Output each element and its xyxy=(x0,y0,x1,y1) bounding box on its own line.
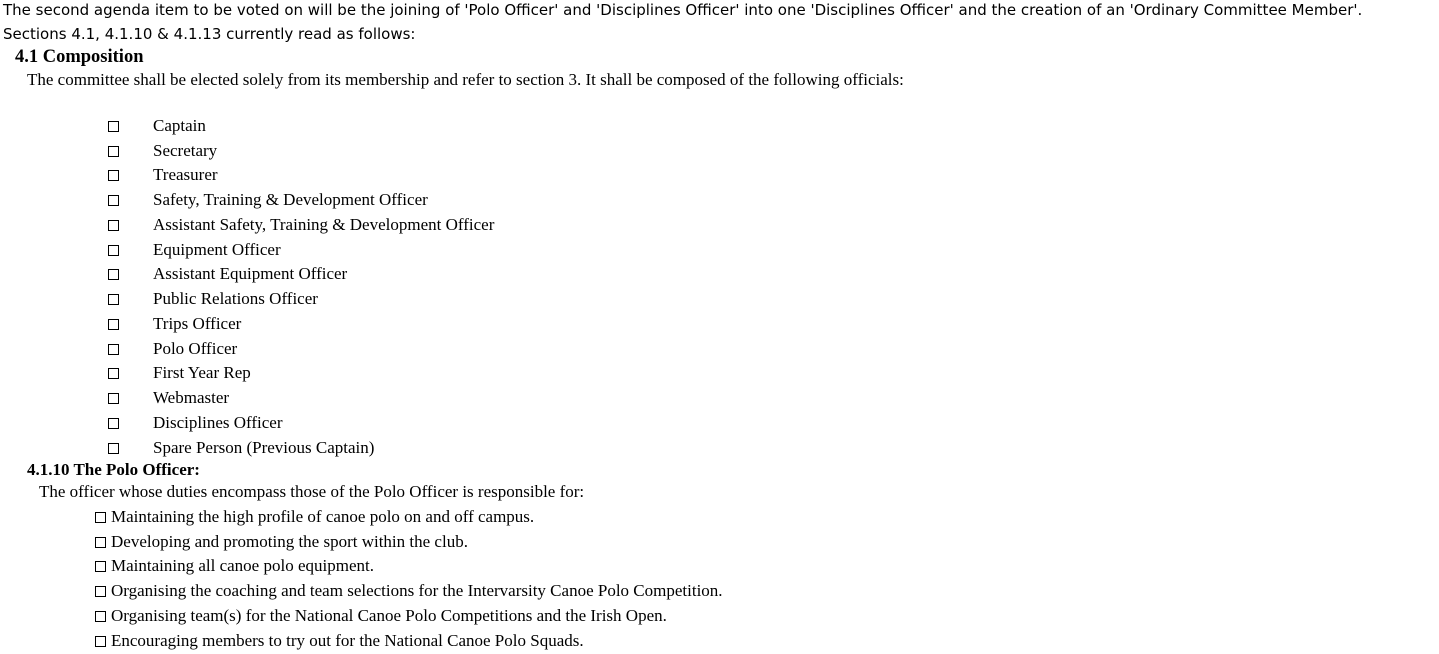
checkbox-icon xyxy=(108,245,119,256)
composition-text: The committee shall be elected solely from its membership and refer to section 3. It shall be composed of the following officials: xyxy=(27,70,904,89)
checkbox-icon xyxy=(108,393,119,404)
checkbox-icon xyxy=(108,418,119,429)
checkbox-icon xyxy=(108,195,119,206)
official-label: Public Relations Officer xyxy=(153,289,318,308)
checkbox-icon xyxy=(108,121,119,132)
official-label: Polo Officer xyxy=(153,339,238,358)
intro-line-sections: Sections 4.1, 4.1.10 & 4.1.13 currently read as follows: xyxy=(3,25,416,43)
official-label: Spare Person (Previous Captain) xyxy=(153,438,375,457)
polo-officer-text: The officer whose duties encompass those of the Polo Officer is responsible for: xyxy=(39,482,585,501)
checkbox-icon xyxy=(95,636,106,647)
checkbox-icon xyxy=(108,344,119,355)
checkbox-icon xyxy=(108,368,119,379)
official-label: Webmaster xyxy=(153,388,230,407)
checkbox-icon xyxy=(108,294,119,305)
composition-heading: 4.1 Composition xyxy=(15,47,144,67)
checkbox-icon xyxy=(95,586,106,597)
checkbox-icon xyxy=(108,269,119,280)
duty-label: Encouraging members to try out for the National Canoe Polo Squads. xyxy=(111,631,584,650)
duty-label: Developing and promoting the sport within the club. xyxy=(111,532,468,551)
official-label: Treasurer xyxy=(153,165,218,184)
checkbox-icon xyxy=(95,611,106,622)
official-label: Assistant Equipment Officer xyxy=(153,264,348,283)
polo-officer-heading: 4.1.10 The Polo Officer: xyxy=(27,460,200,479)
checkbox-icon xyxy=(95,512,106,523)
duty-label: Maintaining all canoe polo equipment. xyxy=(111,556,374,575)
intro-line-agenda: The second agenda item to be voted on will be the joining of 'Polo Officer' and 'Disciplines Officer' into one 'Disciplines Officer' and the creation of an 'Ordinary Committee Member'. xyxy=(3,1,1363,19)
checkbox-icon xyxy=(95,561,106,572)
official-label: Equipment Officer xyxy=(153,240,281,259)
checkbox-icon xyxy=(108,170,119,181)
official-label: Trips Officer xyxy=(153,314,242,333)
official-label: Safety, Training & Development Officer xyxy=(153,190,428,209)
duty-label: Organising the coaching and team selections for the Intervarsity Canoe Polo Competition. xyxy=(111,581,723,600)
duty-label: Maintaining the high profile of canoe polo on and off campus. xyxy=(111,507,535,526)
duty-label: Organising team(s) for the National Canoe Polo Competitions and the Irish Open. xyxy=(111,606,667,625)
checkbox-icon xyxy=(108,220,119,231)
checkbox-icon xyxy=(95,537,106,548)
official-label: First Year Rep xyxy=(153,363,251,382)
official-label: Assistant Safety, Training & Development Officer xyxy=(153,215,495,234)
official-label: Disciplines Officer xyxy=(153,413,283,432)
checkbox-icon xyxy=(108,146,119,157)
official-label: Captain xyxy=(153,116,206,135)
official-label: Secretary xyxy=(153,141,218,160)
checkbox-icon xyxy=(108,443,119,454)
checkbox-icon xyxy=(108,319,119,330)
